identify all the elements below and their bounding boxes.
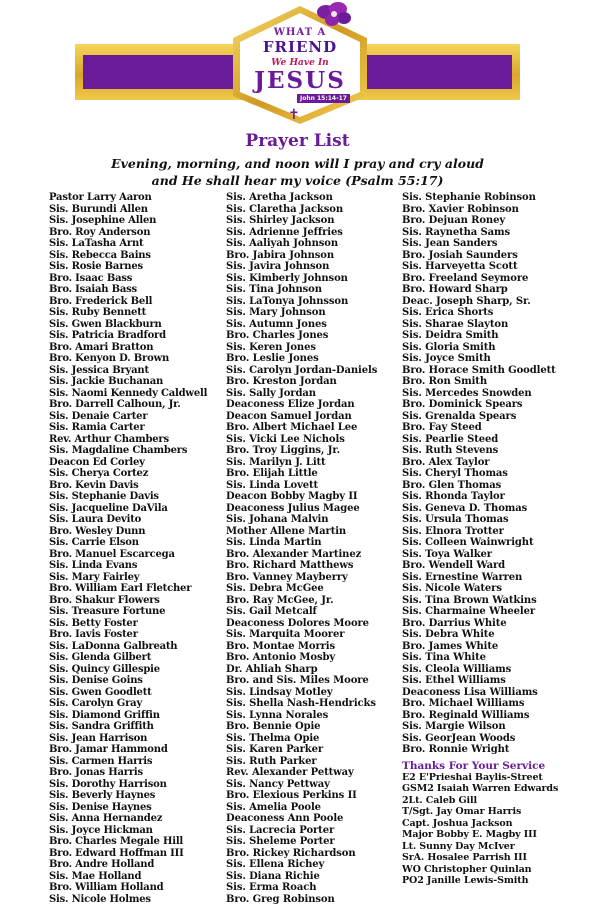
banner-line-friend: FRIEND: [262, 38, 338, 56]
list-item: Sis. Marilyn J. Litt: [226, 456, 326, 468]
list-item: Bro. Elexious Perkins II: [226, 790, 357, 801]
list-item: Bro. Elijah Little: [226, 468, 318, 479]
list-item: Deaconess Lisa Williams: [402, 686, 538, 698]
list-item: Bro. Frederick Bell: [49, 295, 153, 307]
list-item: Sis. Tina White: [402, 652, 486, 663]
list-item: Bro. Edward Hoffman III: [49, 847, 184, 859]
list-item: Sis. Elnora Trotter: [402, 525, 504, 537]
list-item: Sis. Ramia Carter: [49, 422, 145, 433]
list-item: Bro. Antonio Mosby: [226, 652, 336, 663]
list-item: Sis. Rhonda Taylor: [402, 491, 505, 502]
list-item: Deaconess Elize Jordan: [226, 399, 355, 410]
list-item: Dr. Ahliah Sharp: [226, 663, 318, 675]
list-item: Sis. Kimberly Johnson: [226, 272, 348, 284]
list-item: Deacon Bobby Magby II: [226, 491, 358, 502]
list-item: Sis. LaDonna Galbreath: [49, 640, 178, 652]
list-item: Sis. Tina Johnson: [226, 284, 322, 295]
list-item: Sis. Josephine Allen: [49, 215, 157, 226]
left-ribbon: [75, 44, 253, 100]
list-item: Sis. Treasure Fortune: [49, 606, 166, 617]
list-item: Sis. Joyce Smith: [402, 353, 491, 364]
list-item: Sis. Betty Foster: [49, 617, 138, 629]
list-item: Sis. Carolyn Gray: [49, 698, 143, 709]
list-item: Bro. Glen Thomas: [402, 479, 502, 491]
list-item: Sis. Deidra Smith: [402, 330, 499, 341]
list-item: Sis. Adrienne Jeffries: [226, 226, 343, 238]
list-item: Bro. Isaac Bass: [49, 272, 133, 284]
list-item: Bro. Jamar Hammond: [49, 744, 168, 755]
list-item: Deac. Joseph Sharp, Sr.: [402, 295, 531, 307]
list-item: Bro. Darrius White: [402, 617, 507, 629]
list-item: Bro. Montae Morris: [226, 640, 336, 652]
list-item: Rev. Alexander Pettway: [226, 767, 354, 778]
list-item: Bro. Ron Smith: [402, 376, 488, 387]
list-item: SrA. Hosalee Parrish III: [402, 852, 527, 863]
list-item: Sis. Stephanie Robinson: [402, 192, 536, 203]
list-item: Sis. Mary Fairley: [49, 571, 140, 583]
list-item: Sis. Ruby Bennett: [49, 307, 147, 318]
list-item: Sis. Ernestine Warren: [402, 571, 523, 583]
list-item: Bro. Troy Liggins, Jr.: [226, 445, 340, 456]
list-item: Sis. Carrie Elson: [49, 537, 139, 548]
list-item: Sis. Linda Martin: [226, 537, 322, 548]
list-item: Sis. Rebecca Bains: [49, 249, 151, 261]
list-item: Sis. Johana Malvin: [226, 514, 329, 525]
list-item: Sis. Autumn Jones: [226, 318, 327, 330]
list-item: Bro. and Sis. Miles Moore: [226, 675, 369, 686]
list-item: Lt. Sunny Day McIver: [402, 840, 515, 852]
list-item: Deacon Samuel Jordan: [226, 410, 352, 422]
list-item: GSM2 Isaiah Warren Edwards: [402, 783, 559, 794]
list-item: Sis. Shella Nash-Hendricks: [226, 698, 376, 709]
list-item: Sis. Anna Hernandez: [49, 813, 163, 824]
list-item: Bro. Josiah Saunders: [402, 249, 518, 261]
scripture-subtitle: [40, 155, 555, 189]
list-item: Sis. Ruth Parker: [226, 755, 317, 767]
list-item: Sis. Jacqueline DaVila: [49, 502, 168, 514]
list-item: Sis. Lindsay Motley: [226, 686, 333, 698]
list-item: Bro. Isaiah Bass: [49, 284, 137, 295]
list-item: Bro. Ray McGee, Jr.: [226, 594, 334, 606]
list-item: Bro. Kevin Davis: [49, 479, 139, 491]
list-item: Sis. Mae Holland: [49, 870, 142, 882]
list-item: Sis. Jessica Bryant: [49, 364, 149, 376]
list-item: Sis. Carmen Harris: [49, 755, 153, 767]
list-item: Sis. Ethel Williams: [402, 675, 506, 686]
list-item: Sis. Nicole Holmes: [49, 893, 151, 905]
list-item: PO2 Janille Lewis-Smith: [402, 875, 529, 886]
list-item: Sis. Nancy Pettway: [226, 778, 330, 790]
list-item: Bro. Rickey Richardson: [226, 847, 356, 859]
list-item: Sis. Jackie Buchanan: [49, 376, 164, 387]
list-item: Sis. Gwen Goodlett: [49, 686, 152, 698]
list-item: Sis. Toya Walker: [402, 548, 492, 560]
list-item: Bro. William Holland: [49, 882, 164, 893]
list-item: Bro. Wesley Dunn: [49, 525, 146, 537]
list-item: Sis. Claretha Jackson: [226, 203, 344, 215]
list-item: Sis. Cherya Cortez: [49, 468, 149, 479]
list-item: Sis. Beverly Haynes: [49, 790, 156, 801]
list-item: Bro. Jonas Harris: [49, 767, 143, 778]
orchid-icon: [314, 0, 354, 30]
list-item: Bro. Bennie Opie: [226, 721, 321, 732]
list-item: Sis. Quincy Gillespie: [49, 663, 160, 675]
list-item: Bro. Freeland Seymore: [402, 272, 529, 284]
list-item: Sis. Mercedes Snowden: [402, 387, 532, 399]
list-item: Rev. Arthur Chambers: [49, 433, 169, 445]
list-item: Sis. Ursula Thomas: [402, 514, 509, 525]
list-item: Bro. James White: [402, 640, 499, 652]
list-item: Bro. Andre Holland: [49, 859, 155, 870]
list-item: Sis. Jean Sanders: [402, 238, 498, 249]
list-item: Pastor Larry Aaron: [49, 192, 152, 203]
list-item: Sis. Magdaline Chambers: [49, 445, 188, 456]
list-item: Sis. Marquita Moorer: [226, 629, 345, 640]
list-item: Sis. Aaliyah Johnson: [226, 238, 339, 249]
prayer-list-column-1: [49, 192, 239, 905]
prayer-list-column-3: [402, 192, 592, 887]
list-item: Bro. Shakur Flowers: [49, 594, 160, 606]
list-item: Sis. Amelia Poole: [226, 801, 321, 813]
list-item: Sis. Harveyetta Scott: [402, 261, 518, 272]
list-item: E2 E'Prieshai Baylis-Street: [402, 771, 543, 783]
list-item: Sis. Rosie Barnes: [49, 261, 143, 272]
list-item: Bro. Iavis Foster: [49, 629, 138, 640]
list-item: Sis. Cheryl Thomas: [402, 468, 508, 479]
list-item: Sis. Sally Jordan: [226, 387, 316, 399]
list-item: Sis. Stephanie Davis: [49, 491, 159, 502]
list-item: Sis. Naomi Kennedy Caldwell: [49, 387, 208, 399]
list-item: Sis. Thelma Opie: [226, 732, 320, 744]
service-section: [402, 760, 592, 887]
list-item: Sis. Shirley Jackson: [226, 215, 335, 226]
list-item: Bro. William Earl Fletcher: [49, 583, 192, 594]
list-item: Bro. Albert Michael Lee: [226, 422, 358, 433]
list-item: Mother Allene Martin: [226, 525, 347, 537]
header-banner: [0, 0, 595, 130]
prayer-list-column-2: [226, 192, 416, 905]
list-item: Sis. Denise Haynes: [49, 801, 152, 813]
list-item: Sis. Karen Parker: [226, 744, 324, 755]
banner-verse: John 15:14-17: [297, 94, 350, 103]
list-item: Sis. Vicki Lee Nichols: [226, 433, 345, 445]
list-item: Deacon Ed Corley: [49, 456, 145, 468]
list-item: Bro. Kreston Jordan: [226, 376, 337, 387]
list-item: Sis. Debra McGee: [226, 583, 324, 594]
list-item: WO Christopher Quinlan: [402, 863, 532, 875]
list-item: Sis. Dorothy Harrison: [49, 778, 167, 790]
list-item: Sis. Laura Devito: [49, 514, 142, 525]
list-item: Sis. Javira Johnson: [226, 261, 330, 272]
list-item: Bro. Reginald Williams: [402, 709, 530, 721]
list-item: Sis. Tina Brown Watkins: [402, 594, 537, 606]
list-item: Sis. Nicole Waters: [402, 583, 502, 594]
list-item: Sis. Gloria Smith: [402, 341, 496, 353]
list-item: Sis. Linda Evans: [49, 560, 138, 571]
list-item: Bro. Dominick Spears: [402, 399, 523, 410]
list-item: Sis. Denaie Carter: [49, 410, 148, 422]
list-item: Bro. Howard Sharp: [402, 284, 508, 295]
list-item: Deaconess Ann Poole: [226, 813, 344, 824]
list-item: Bro. Michael Williams: [402, 698, 525, 709]
list-item: Sis. Joyce Hickman: [49, 824, 153, 836]
list-item: Sis. Mary Johnson: [226, 307, 326, 318]
list-item: Bro. Charles Megale Hill: [49, 836, 184, 847]
list-item: Bro. Alex Taylor: [402, 456, 490, 468]
list-item: Bro. Manuel Escarcega: [49, 548, 175, 560]
list-item: Bro. Roy Anderson: [49, 226, 151, 238]
list-item: Capt. Joshua Jackson: [402, 817, 513, 829]
subtitle-line-2: and He shall hear my voice (Psalm 55:17): [151, 173, 444, 188]
list-item: Bro. Dejuan Roney: [402, 215, 506, 226]
list-item: Bro. Vanney Mayberry: [226, 571, 348, 583]
list-item: Sis. LaTonya Johnsson: [226, 295, 349, 307]
list-item: 2Lt. Caleb Gill: [402, 794, 478, 806]
list-item: Sis. Lynna Norales: [226, 709, 329, 721]
list-item: Bro. Darrell Calhoun, Jr.: [49, 399, 181, 410]
list-item: Sis. Patricia Bradford: [49, 330, 166, 341]
list-item: Major Bobby E. Magby III: [402, 829, 537, 840]
service-heading: Thanks For Your Service: [402, 759, 546, 772]
list-item: Sis. Charmaine Wheeler: [402, 606, 536, 617]
list-item: Sis. GeorJean Woods: [402, 732, 516, 744]
list-item: Bro. Kenyon D. Brown: [49, 353, 170, 364]
banner-line-what-a: WHAT A: [273, 27, 327, 38]
list-item: Sis. Geneva D. Thomas: [402, 502, 528, 514]
subtitle-line-1: Evening, morning, and noon will I pray and cry aloud: [111, 156, 484, 171]
list-item: Bro. Amari Bratton: [49, 341, 154, 353]
list-item: Sis. Colleen Wainwright: [402, 537, 534, 548]
service-list: [402, 772, 592, 887]
list-item: Sis. Jean Harrison: [49, 732, 148, 744]
list-item: Sis. Ellena Richey: [226, 859, 325, 870]
list-item: Sis. Erma Roach: [226, 882, 317, 893]
list-item: Sis. Keren Jones: [226, 341, 316, 353]
list-item: Bro. Leslie Jones: [226, 353, 319, 364]
list-item: Deaconess Julius Magee: [226, 502, 360, 514]
list-item: Sis. LaTasha Arnt: [49, 238, 144, 249]
list-item: Bro. Horace Smith Goodlett: [402, 364, 556, 376]
right-ribbon: [355, 44, 520, 100]
list-item: Sis. Sandra Griffith: [49, 721, 154, 732]
cross-icon: ✝: [288, 107, 300, 123]
page-title: Prayer List: [245, 131, 350, 151]
list-item: Sis. Denise Goins: [49, 675, 143, 686]
list-item: Sis. Diamond Griffin: [49, 709, 160, 721]
list-item: Bro. Xavier Robinson: [402, 203, 519, 215]
list-item: Sis. Cleola Williams: [402, 663, 512, 675]
list-item: Sis. Sheleme Porter: [226, 836, 335, 847]
prayer-list-column-3-names: [402, 192, 592, 756]
list-item: Sis. Grenalda Spears: [402, 410, 517, 422]
list-item: Sis. Diana Richie: [226, 870, 320, 882]
list-item: Sis. Lacrecia Porter: [226, 824, 335, 836]
list-item: Bro. Alexander Martinez: [226, 548, 362, 560]
list-item: Sis. Pearlie Steed: [402, 433, 499, 445]
list-item: Bro. Richard Matthews: [226, 560, 354, 571]
list-item: Sis. Debra White: [402, 629, 495, 640]
list-item: Bro. Jabira Johnson: [226, 249, 335, 261]
list-item: Sis. Margie Wilson: [402, 721, 506, 732]
list-item: Sis. Gail Metcalf: [226, 606, 317, 617]
list-item: Sis. Aretha Jackson: [226, 192, 333, 203]
list-item: T/Sgt. Jay Omar Harris: [402, 806, 522, 817]
list-item: Sis. Linda Lovett: [226, 479, 319, 491]
list-item: Sis. Ruth Stevens: [402, 445, 499, 456]
list-item: Sis. Erica Shorts: [402, 307, 494, 318]
list-item: Sis. Raynetha Sams: [402, 226, 511, 238]
list-item: Bro. Wendell Ward: [402, 560, 506, 571]
banner-line-jesus: JESUS: [254, 67, 346, 94]
list-item: Bro. Greg Robinson: [226, 893, 335, 905]
list-item: Sis. Sharae Slayton: [402, 318, 509, 330]
list-item: Sis. Gwen Blackburn: [49, 318, 162, 330]
list-item: Deaconess Dolores Moore: [226, 617, 369, 629]
list-item: Bro. Fay Steed: [402, 422, 482, 433]
list-item: Bro. Ronnie Wright: [402, 744, 510, 755]
banner-line-we-have-in: We Have In: [271, 58, 329, 68]
list-item: Sis. Glenda Gilbert: [49, 652, 152, 663]
list-item: Bro. Charles Jones: [226, 330, 329, 341]
list-item: Sis. Carolyn Jordan-Daniels: [226, 364, 378, 376]
list-item: Sis. Burundi Allen: [49, 203, 148, 215]
